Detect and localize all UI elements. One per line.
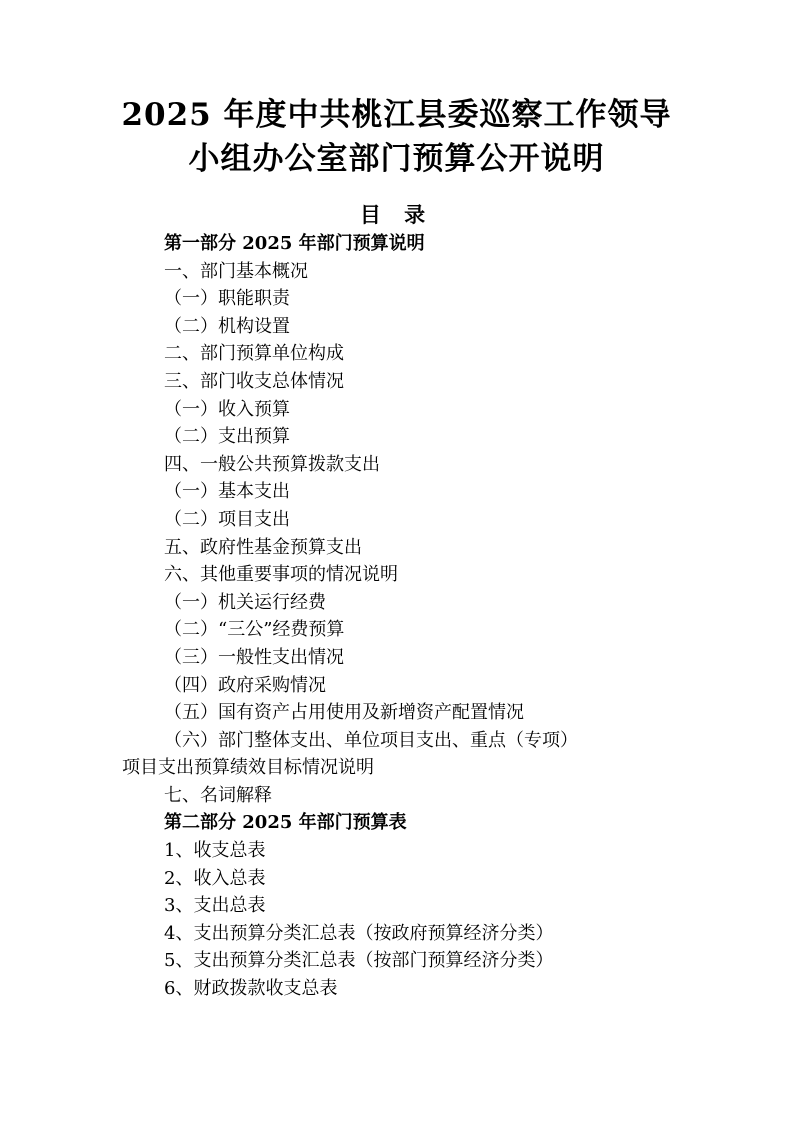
toc-entry: 三、部门收支总体情况 bbox=[164, 370, 344, 392]
toc-entry: （二）机构设置 bbox=[164, 315, 290, 337]
toc-entry: 七、名词解释 bbox=[164, 784, 272, 806]
document-title-line-1: 2025 年度中共桃江县委巡察工作领导 bbox=[121, 97, 672, 133]
toc-entry: （二）项目支出 bbox=[164, 508, 290, 530]
toc-entry: 4、支出预算分类汇总表（按政府预算经济分类） bbox=[164, 922, 554, 944]
toc-entry: （一）职能职责 bbox=[164, 288, 290, 310]
document-title-line-2: 小组办公室部门预算公开说明 bbox=[188, 141, 605, 177]
toc-entry: 6、财政拨款收支总表 bbox=[164, 978, 338, 1000]
toc-heading: 目 录 bbox=[359, 202, 434, 227]
table-of-contents bbox=[122, 230, 722, 1003]
toc-entry: 六、其他重要事项的情况说明 bbox=[164, 564, 398, 586]
toc-entry: （一）收入预算 bbox=[164, 398, 290, 420]
toc-entry: （二）支出预算 bbox=[164, 426, 290, 448]
toc-entry: 3、支出总表 bbox=[164, 895, 266, 917]
toc-entry: （一）基本支出 bbox=[164, 481, 290, 503]
toc-entry: （三）一般性支出情况 bbox=[164, 646, 344, 668]
toc-entry: 二、部门预算单位构成 bbox=[164, 343, 344, 365]
toc-entry: 1、收支总表 bbox=[164, 840, 266, 862]
toc-part-heading: 第一部分 2025 年部门预算说明 bbox=[164, 233, 425, 254]
toc-entry: （四）政府采购情况 bbox=[164, 674, 326, 696]
toc-entry: 2、收入总表 bbox=[164, 867, 266, 889]
toc-entry: （五）国有资产占用使用及新增资产配置情况 bbox=[164, 702, 524, 724]
toc-entry: 5、支出预算分类汇总表（按部门预算经济分类） bbox=[164, 950, 554, 972]
toc-entry: （二）“三公”经费预算 bbox=[164, 619, 345, 641]
toc-entry: 四、一般公共预算拨款支出 bbox=[164, 453, 380, 475]
toc-entry: 五、政府性基金预算支出 bbox=[164, 536, 362, 558]
toc-entry: 一、部门基本概况 bbox=[164, 260, 308, 282]
toc-entry: （一）机关运行经费 bbox=[164, 591, 326, 613]
toc-entry: （六）部门整体支出、单位项目支出、重点（专项） bbox=[164, 729, 578, 751]
toc-part-heading: 第二部分 2025 年部门预算表 bbox=[164, 812, 407, 834]
toc-entry: 项目支出预算绩效目标情况说明 bbox=[122, 757, 374, 779]
